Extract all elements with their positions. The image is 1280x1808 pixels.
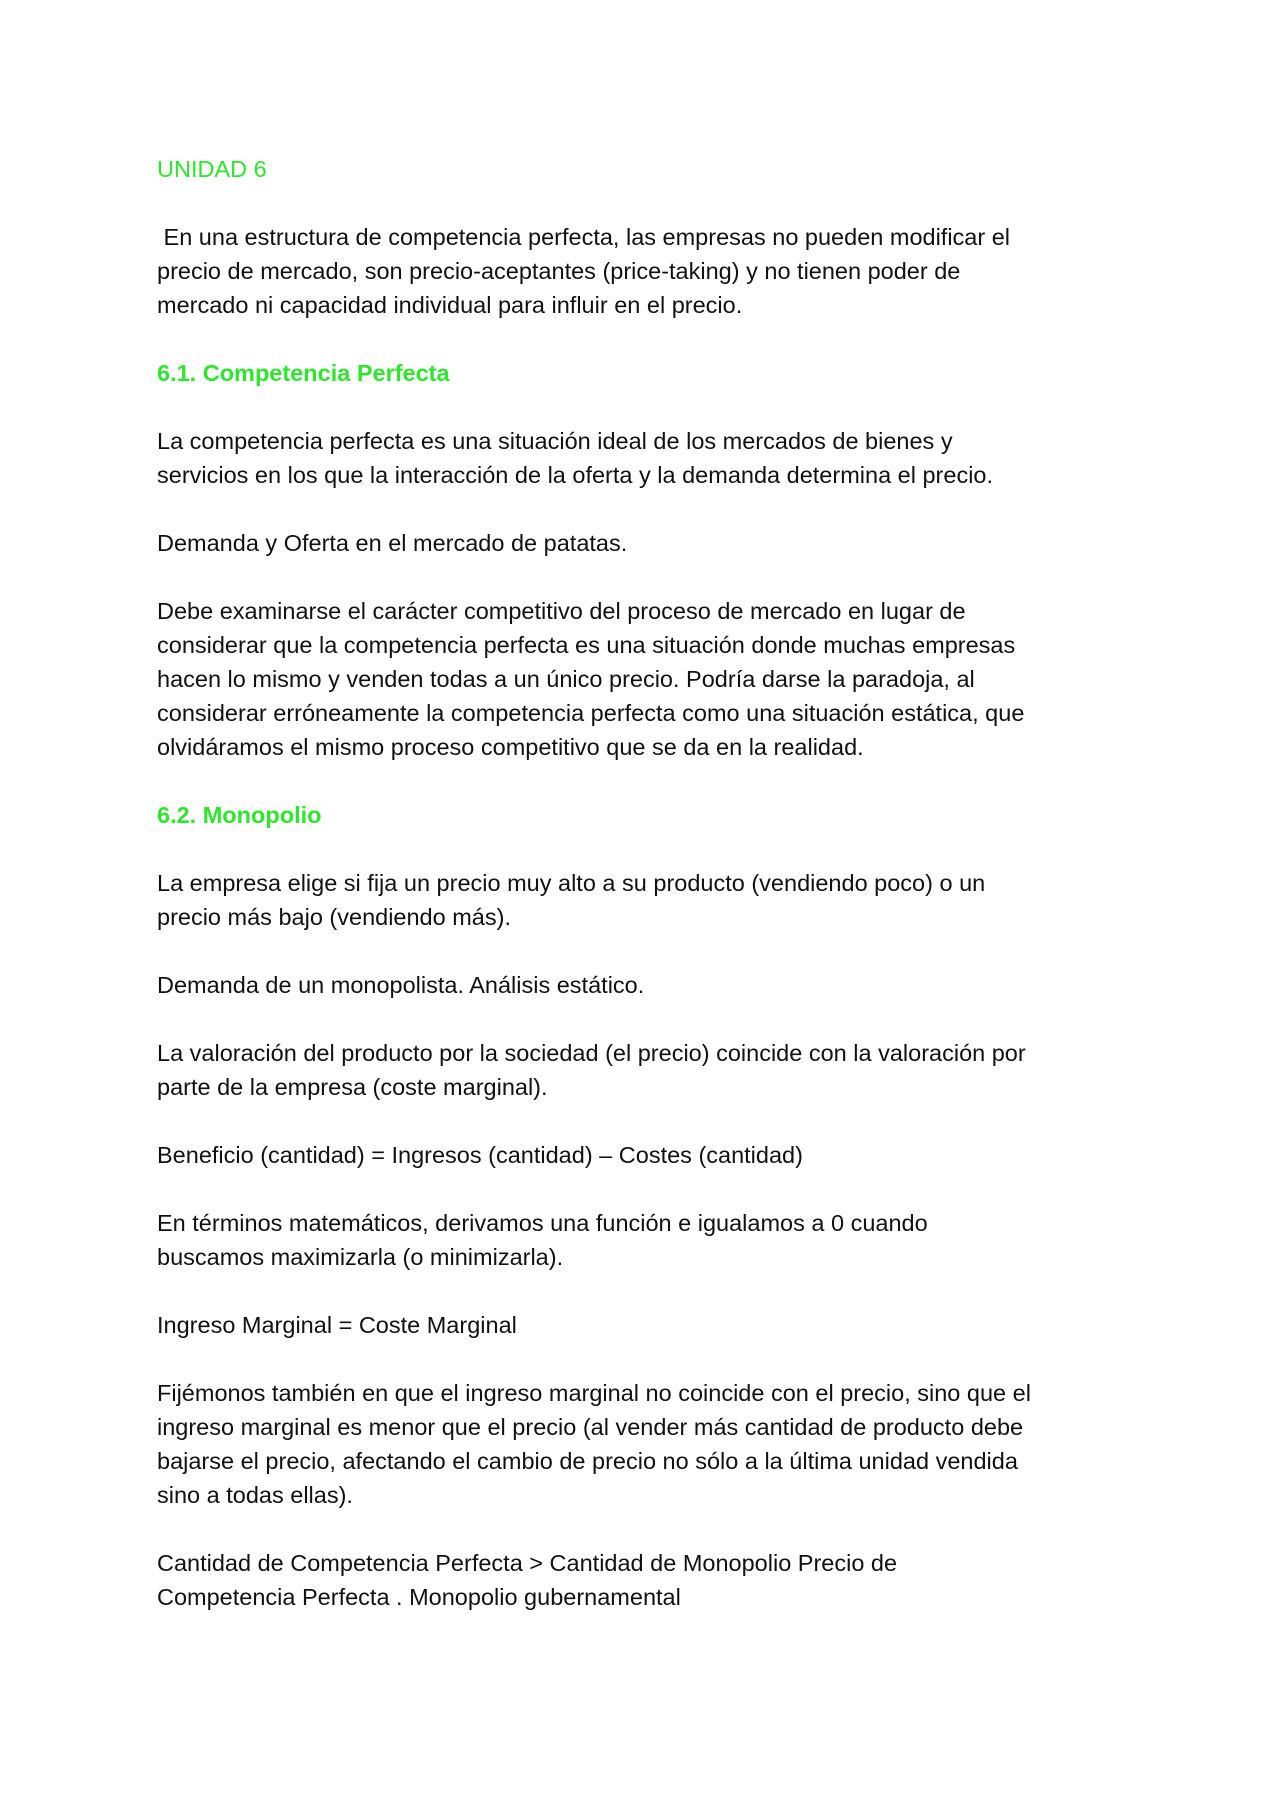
paragraph: Demanda de un monopolista. Análisis estático. [157,972,645,998]
paragraph: Demanda y Oferta en el mercado de patatas. [157,530,628,556]
paragraph: La empresa elige si fija un precio muy alto a su producto (vendiendo poco) o un precio más bajo (vendiendo más). [157,870,986,930]
paragraph: Cantidad de Competencia Perfecta > Cantidad de Monopolio Precio de Competencia Perfecta . Monopolio gubernamental [157,1550,898,1610]
section-title-monopolio: 6.2. Monopolio [157,802,322,828]
paragraph: Debe examinarse el carácter competitivo del proceso de mercado en lugar de considerar que la competencia perfecta es una situación donde muchas empresas hacen lo mismo y venden todas a un único precio. Podría darse la paradoja, al considerar erróneamente la competencia perfecta como una situación estática, que olvidáramos el mismo proceso competitivo que se da en la realidad. [157,598,1025,760]
paragraph: La valoración del producto por la sociedad (el precio) coincide con la valoración por parte de la empresa (coste marginal). [157,1040,1026,1100]
paragraph: La competencia perfecta es una situación ideal de los mercados de bienes y servicios en los que la interacción de la oferta y la demanda determina el precio. [157,428,994,488]
formula-beneficio: Beneficio (cantidad) = Ingresos (cantidad) – Costes (cantidad) [157,1142,803,1168]
document-page [157,152,1137,1614]
paragraph: Fijémonos también en que el ingreso marginal no coincide con el precio, sino que el ingreso marginal es menor que el precio (al vender más cantidad de producto debe bajarse el precio, afectando el cambio de precio no sólo a la última unidad vendida sino a todas ellas). [157,1380,1031,1508]
intro-paragraph: En una estructura de competencia perfecta, las empresas no pueden modificar el precio de mercado, son precio-aceptantes (price-taking) y no tienen poder de mercado ni capacidad individual para influir en el precio. [157,224,1011,318]
section-title-competencia-perfecta: 6.1. Competencia Perfecta [157,360,450,386]
unit-title: UNIDAD 6 [157,156,267,182]
formula-ingreso-marginal: Ingreso Marginal = Coste Marginal [157,1312,517,1338]
paragraph: En términos matemáticos, derivamos una función e igualamos a 0 cuando buscamos maximizarla (o minimizarla). [157,1210,928,1270]
